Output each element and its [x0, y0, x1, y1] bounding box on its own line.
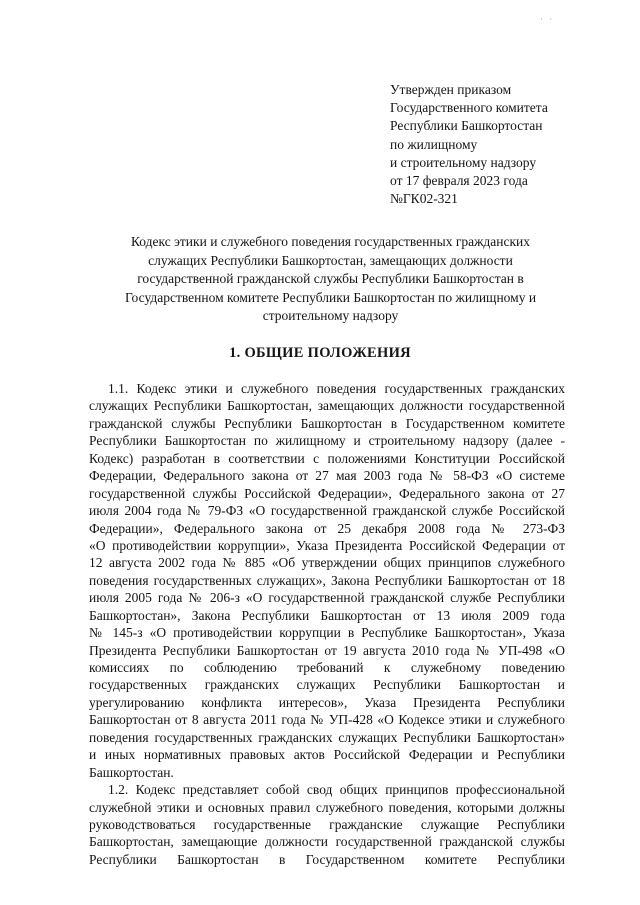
approval-line: Государственного комитета — [390, 100, 548, 116]
body-line: 12 августа 2002 года № 885 «Об утверждении общих принципов служебного — [89, 555, 565, 571]
body-text — [89, 380, 565, 868]
body-line: Федерации», Федерального закона от 25 декабря 2008 года № 273-ФЗ — [89, 520, 565, 536]
body-line: Республики Башкортостан по жилищному и строительному надзору (далее - — [89, 433, 565, 449]
body-line: руководствоваться государственные гражданские служащие Республики — [89, 816, 565, 832]
body-line: Башкортостан. — [89, 764, 174, 780]
approval-line: №ГК02-321 — [390, 191, 458, 207]
body-line: Башкортостан», Закона Республики Башкортостан от 13 июля 2009 года — [89, 607, 565, 623]
body-line: «О противодействии коррупции», Указа Президента Российской Федерации от — [89, 537, 565, 553]
approval-stamp — [390, 81, 620, 208]
document-title — [78, 233, 583, 326]
body-line: № 145-з «О противодействии коррупции в Республике Башкортостан», Указа — [89, 625, 565, 641]
body-line: государственных гражданских служащих Республики Башкортостан и — [89, 677, 565, 693]
body-line: Республики Башкортостан в Государственном комитете Республики — [89, 851, 565, 867]
body-line: гражданской службы Республики Башкортостан в Государственном комитете — [89, 415, 565, 431]
body-line: 1.1. Кодекс этики и служебного поведения государственных гражданских — [108, 381, 565, 396]
body-line: государственной службы Российской Федерации», Федерального закона от 27 — [89, 485, 565, 501]
title-line: строительному надзору — [262, 308, 399, 323]
corner-mark: · · — [540, 14, 555, 24]
body-line: Федерации, Федерального закона от 27 мая 2003 года № 58-ФЗ «О системе — [89, 468, 565, 484]
body-line: урегулированию конфликта интересов», Указа Президента Республики — [89, 694, 565, 710]
body-line: июля 2004 года № 79-ФЗ «О государственной гражданской службе Российской — [89, 503, 565, 519]
body-line: Башкортостан от 8 августа 2011 года № УП-428 «О Кодексе этики и служебного — [89, 712, 565, 728]
approval-line: Республики Башкортостан — [390, 118, 543, 134]
approval-line: по жилищному — [390, 136, 478, 152]
body-line: июля 2005 года № 206-з «О государственной гражданской службе Республики — [89, 590, 565, 606]
body-line: поведения государственных служащих», Закона Республики Башкортостан от 18 — [89, 572, 565, 588]
approval-line: от 17 февраля 2023 года — [390, 173, 528, 189]
body-line: служащих Республики Башкортостан, замещающих должности государственной — [89, 398, 565, 414]
title-line: Кодекс этики и служебного поведения государственных гражданских — [130, 234, 531, 249]
title-line: служащих Республики Башкортостан, замещающих должности — [148, 252, 513, 268]
body-line: комиссиях по соблюдению требований к служебному поведению — [89, 660, 565, 675]
paragraph-1-1 — [89, 380, 565, 781]
paragraph-1-2 — [89, 781, 565, 868]
approval-line: и строительному надзору — [390, 154, 537, 170]
body-line: Башкортостан, замещающие должности государственной гражданской службы — [89, 834, 565, 850]
title-line: Государственном комитете Республики Башкортостан по жилищному и — [124, 289, 537, 305]
body-line: Кодекс) разработан в соответствии с положениями Конституции Российской — [89, 450, 565, 466]
approval-line: Утвержден приказом — [390, 82, 512, 97]
body-line: и иных нормативных правовых актов Российской Федерации и Республики — [89, 747, 565, 763]
body-line: служебной этики и основных правил служебного поведения, которыми должны — [89, 799, 565, 815]
body-line: поведения государственных гражданских служащих Республики Башкортостан» — [89, 729, 565, 745]
body-line: Президента Республики Башкортостан от 19 августа 2010 года № УП-498 «О — [89, 642, 565, 658]
body-line: 1.2. Кодекс представляет собой свод общих принципов профессиональной — [108, 782, 565, 798]
section-heading: 1. ОБЩИЕ ПОЛОЖЕНИЯ — [229, 345, 411, 361]
title-line: государственной гражданской службы Республики Башкортостан в — [137, 271, 524, 286]
